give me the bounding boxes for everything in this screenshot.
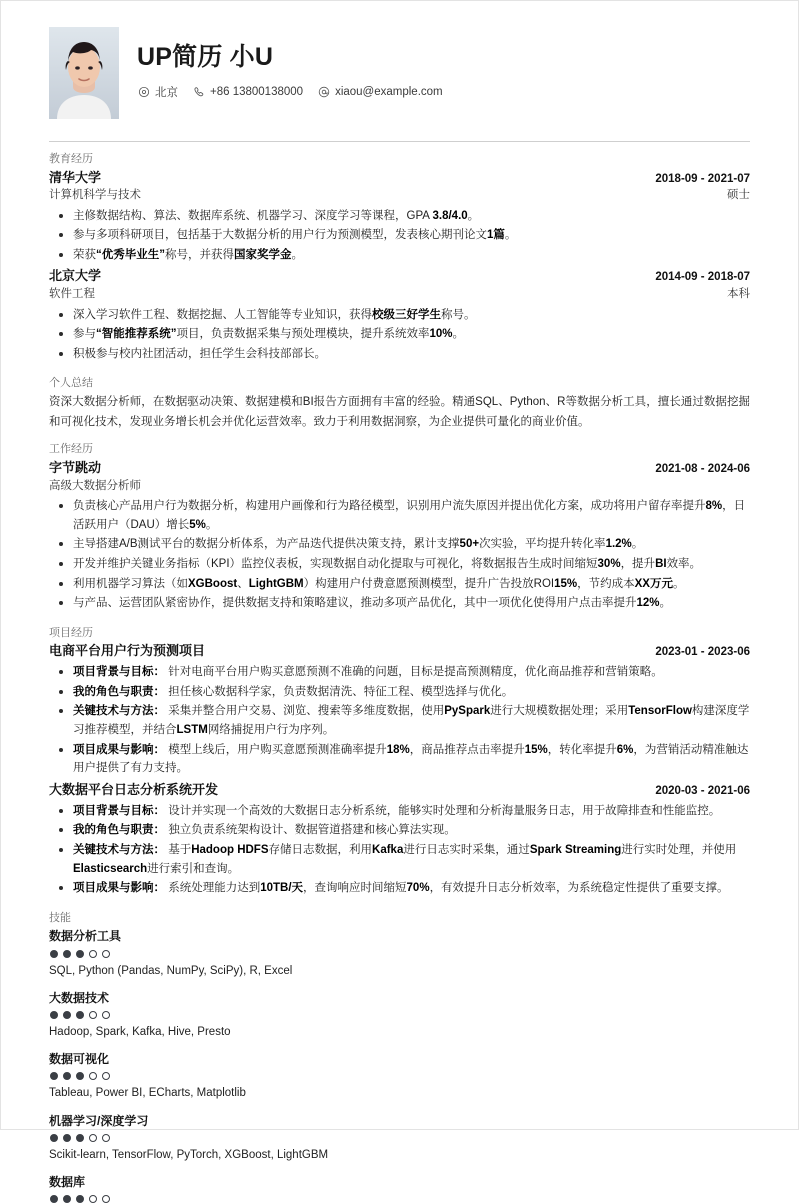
rating-dot-filled <box>76 950 84 958</box>
section-label-education: 教育经历 <box>49 153 93 165</box>
contact-email[interactable] <box>317 86 443 99</box>
work-date: 2021-08 - 2024-06 <box>655 462 750 475</box>
education-entry <box>49 267 750 363</box>
rating-dot-filled <box>76 1011 84 1019</box>
summary-text: 资深大数据分析师，在数据驱动决策、数据建模和BI报告方面拥有丰富的经验。精通SQL、Python、R等数据分析工具，擅长通过数据挖掘和可视化技术，发现业务增长机会并优化运营效率。致力于利用数据洞察，为企业提供可量化的商业价值。 <box>49 395 750 428</box>
list-item: 积极参与校内社团活动，担任学生会科技部部长。 <box>49 345 750 364</box>
list-item: 利用机器学习算法（如XGBoost、LightGBM）构建用户付费意愿预测模型，提升广告投放ROI15%，节约成本XX万元。 <box>49 575 750 594</box>
education-degree: 硕士 <box>727 189 750 202</box>
rating-dot-filled <box>63 1011 71 1019</box>
project-entry <box>49 642 750 778</box>
list-item: 关键技术与方法： 采集并整合用户交易、浏览、搜索等多维度数据，使用PySpark进行大规模数据处理；采用TensorFlow构建深度学习推荐模型，并结合LSTM网络捕捉用户行为序列。 <box>49 702 750 739</box>
rating-dot-empty <box>89 1072 97 1080</box>
project-bullets <box>49 663 750 778</box>
education-date: 2018-09 - 2021-07 <box>655 172 750 185</box>
skill-detail: Hadoop, Spark, Kafka, Hive, Presto <box>49 1026 231 1038</box>
skill-rating <box>50 1134 750 1142</box>
skill-name: 大数据技术 <box>49 990 110 1005</box>
section-skills <box>49 901 750 1203</box>
contact-row <box>137 84 452 100</box>
rating-dot-empty <box>89 950 97 958</box>
phone-icon <box>192 86 205 99</box>
location-icon <box>137 86 150 99</box>
section-summary <box>49 366 750 432</box>
education-school: 北京大学 <box>49 268 102 284</box>
skill-detail: Scikit-learn, TensorFlow, PyTorch, XGBoost, LightGBM <box>49 1148 329 1161</box>
section-label-skills: 技能 <box>49 911 71 924</box>
rating-dot-filled <box>63 1072 71 1080</box>
project-title: 电商平台用户行为预测项目 <box>49 643 206 659</box>
work-company: 字节跳动 <box>49 459 102 475</box>
list-item: 参与“智能推荐系统”项目，负责数据采集与预处理模块，提升系统效率10%。 <box>49 325 750 344</box>
rating-dot-empty <box>102 1195 110 1203</box>
contact-phone-text: +86 13800138000 <box>210 86 304 98</box>
rating-dot-empty <box>89 1011 97 1019</box>
work-bullets <box>49 497 750 613</box>
list-item: 项目背景与目标： 针对电商平台用户购买意愿预测不准确的问题，目标是提高预测精度，优化商品推荐和营销策略。 <box>49 663 750 682</box>
section-education <box>49 142 750 363</box>
education-entry <box>49 169 750 265</box>
list-item: 荣获“优秀毕业生”称号，并获得国家奖学金。 <box>49 246 750 265</box>
email-icon <box>317 86 330 99</box>
list-item: 我的角色与职责： 担任核心数据科学家，负责数据清洗、特征工程、模型选择与优化。 <box>49 683 750 702</box>
list-item: 项目成果与影响： 模型上线后，用户购买意愿预测准确率提升18%，商品推荐点击率提升15%，转化率提升6%，为营销活动精准触达用户提供了有力支持。 <box>49 741 750 778</box>
project-entry <box>49 781 750 898</box>
skill-block <box>49 989 750 1041</box>
skill-block <box>49 1173 750 1203</box>
education-major: 软件工程 <box>49 288 95 301</box>
list-item: 我的角色与职责： 独立负责系统架构设计、数据管道搭建和核心算法实现。 <box>49 821 750 840</box>
section-work <box>49 432 750 612</box>
rating-dot-filled <box>76 1195 84 1203</box>
contact-email-text: xiaou@example.com <box>335 86 443 98</box>
rating-dot-empty <box>89 1195 97 1203</box>
skill-name: 数据可视化 <box>49 1052 110 1067</box>
list-item: 负责核心产品用户行为数据分析，构建用户画像和行为路径模型，识别用户流失原因并提出优化方案，成功将用户留存率提升8%，日活跃用户（DAU）增长5%。 <box>49 497 750 534</box>
skill-name: 数据分析工具 <box>49 929 122 944</box>
rating-dot-filled <box>50 1011 58 1019</box>
list-item: 开发并维护关键业务指标（KPI）监控仪表板，实现数据自动化提取与可视化，将数据报告生成时间缩短30%，提升BI效率。 <box>49 555 750 574</box>
skill-name: 数据库 <box>49 1175 86 1190</box>
skill-detail: SQL, Python (Pandas, NumPy, SciPy), R, Excel <box>49 964 293 977</box>
list-item: 主修数据结构、算法、数据库系统、机器学习、深度学习等课程，GPA 3.8/4.0。 <box>49 207 750 226</box>
education-bullets <box>49 207 750 265</box>
project-date: 2020-03 - 2021-06 <box>655 784 750 797</box>
avatar <box>49 27 119 119</box>
skill-rating <box>50 1195 750 1203</box>
skill-block <box>49 1112 750 1164</box>
rating-dot-filled <box>50 1134 58 1142</box>
project-date: 2023-01 - 2023-06 <box>655 646 750 659</box>
skill-rating <box>50 950 750 958</box>
work-role: 高级大数据分析师 <box>49 479 141 492</box>
rating-dot-empty <box>102 1072 110 1080</box>
contact-location-text: 北京 <box>155 87 178 99</box>
rating-dot-filled <box>76 1072 84 1080</box>
name-block <box>137 42 452 104</box>
education-degree: 本科 <box>727 288 750 301</box>
skill-block <box>49 1050 750 1102</box>
rating-dot-filled <box>50 950 58 958</box>
skills-list <box>49 927 750 1203</box>
section-label-work: 工作经历 <box>49 443 93 456</box>
section-projects <box>49 616 750 898</box>
list-item: 与产品、运营团队紧密协作，提供数据支持和策略建议，推动多项产品优化，其中一项优化使得用户点击率提升12%。 <box>49 594 750 613</box>
education-school: 清华大学 <box>49 169 102 185</box>
list-item: 关键技术与方法： 基于Hadoop HDFS存储日志数据，利用Kafka进行日志实时采集，通过Spark Streaming进行实时处理，并使用Elasticsearch进行索引和查询。 <box>49 841 750 878</box>
skill-rating <box>50 1011 750 1019</box>
work-entry <box>49 459 750 613</box>
education-major: 计算机科学与技术 <box>49 189 141 202</box>
page-title: UP简历 小U <box>137 43 274 71</box>
rating-dot-filled <box>63 1134 71 1142</box>
list-item: 参与多项科研项目，包括基于大数据分析的用户行为预测模型，发表核心期刊论文1篇。 <box>49 226 750 245</box>
education-bullets <box>49 306 750 364</box>
resume-header <box>49 1 750 141</box>
skill-rating <box>50 1072 750 1080</box>
project-bullets <box>49 802 750 898</box>
rating-dot-filled <box>63 1195 71 1203</box>
contact-phone[interactable] <box>192 86 303 99</box>
list-item: 深入学习软件工程、数据挖掘、人工智能等专业知识，获得校级三好学生称号。 <box>49 306 750 325</box>
education-date: 2014-09 - 2018-07 <box>655 271 750 284</box>
rating-dot-filled <box>50 1195 58 1203</box>
section-label-projects: 项目经历 <box>49 626 93 639</box>
rating-dot-filled <box>63 950 71 958</box>
rating-dot-empty <box>89 1134 97 1142</box>
list-item: 项目背景与目标： 设计并实现一个高效的大数据日志分析系统，能够实时处理和分析海量服务日志，用于故障排查和性能监控。 <box>49 802 750 821</box>
list-item: 主导搭建A/B测试平台的数据分析体系，为产品迭代提供决策支持，累计支撑50+次实验，平均提升转化率1.2%。 <box>49 535 750 554</box>
skill-name: 机器学习/深度学习 <box>49 1113 149 1128</box>
project-title: 大数据平台日志分析系统开发 <box>49 781 219 797</box>
rating-dot-empty <box>102 950 110 958</box>
rating-dot-empty <box>102 1134 110 1142</box>
rating-dot-filled <box>76 1134 84 1142</box>
section-label-summary: 个人总结 <box>49 377 93 390</box>
skill-detail: Tableau, Power BI, ECharts, Matplotlib <box>49 1087 246 1100</box>
skill-block <box>49 927 750 979</box>
rating-dot-empty <box>102 1011 110 1019</box>
rating-dot-filled <box>50 1072 58 1080</box>
contact-location[interactable] <box>137 84 178 100</box>
list-item: 项目成果与影响： 系统处理能力达到10TB/天，查询响应时间缩短70%，有效提升日志分析效率，为系统稳定性提供了重要支撑。 <box>49 879 750 898</box>
